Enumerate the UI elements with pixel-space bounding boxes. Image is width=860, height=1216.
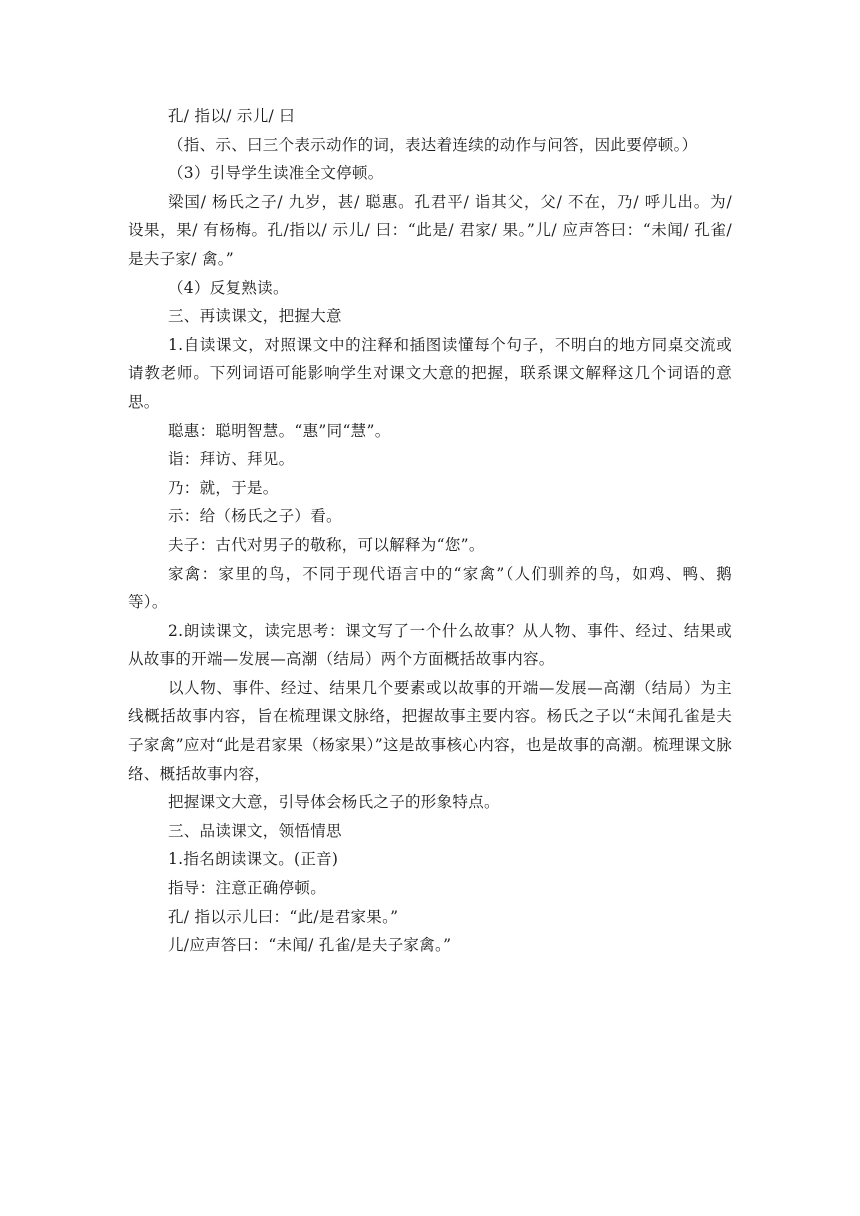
paragraph: 孔/ 指以示儿曰：“此/是君家果。”	[168, 907, 399, 926]
paragraph: 把握课文大意，引导体会杨氏之子的形象特点。	[168, 793, 500, 812]
vocab-item: 夫子：古代对男子的敬称，可以解释为“您”。	[168, 535, 485, 554]
paragraph: 指导：注意正确停顿。	[168, 879, 327, 898]
document-body	[128, 102, 732, 960]
vocab-item: 聪惠：聪明智慧。“惠”同“慧”。	[168, 421, 391, 440]
paragraph: 1.自读课文，对照课文中的注释和插图读懂每个句子，不明白的地方同桌交流或请教老师。下列词语可能影响学生对课文大意的把握，联系课文解释这几个词语的意思。	[128, 335, 732, 411]
paragraph: （4）反复熟读。	[168, 278, 289, 297]
paragraph: 1.指名朗读课文。(正音)	[168, 850, 339, 869]
paragraph: 孔/ 指以/ 示儿/ 曰	[168, 107, 296, 125]
section-heading: 三、再读课文，把握大意	[168, 307, 342, 326]
vocab-item: 诣：拜访、拜见。	[168, 450, 295, 469]
paragraph: 以人物、事件、经过、结果几个要素或以故事的开端—发展—高潮（结局）为主线概括故事内容，旨在梳理课文脉络，把握故事主要内容。杨氏之子以“未闻孔雀是夫子家禽”应对“此是君家果（杨家果）”这是故事核心内容，也是故事的高潮。梳理课文脉络、概括故事内容，	[128, 678, 732, 783]
vocab-item: 乃：就，于是。	[168, 478, 279, 497]
section-heading: 三、品读课文，领悟情思	[168, 821, 342, 840]
vocab-item: 示：给（杨氏之子）看。	[168, 507, 342, 526]
paragraph: 儿/应声答曰：“未闻/ 孔雀/是夫子家禽。”	[168, 936, 452, 955]
paragraph: （指、示、曰三个表示动作的词，表达着连续的动作与问答，因此要停顿。）	[168, 135, 698, 154]
paragraph: 2.朗读课文，读完思考：课文写了一个什么故事？从人物、事件、经过、结果或从故事的开端—发展—高潮（结局）两个方面概括故事内容。	[128, 621, 732, 669]
paragraph: 梁国/ 杨氏之子/ 九岁，甚/ 聪惠。孔君平/ 诣其父，父/ 不在，乃/ 呼儿出。为/ 设果，果/ 有杨梅。孔/指以/ 示儿/ 曰：“此是/ 君家/ 果。”儿/ 应声答曰：“未闻/ 孔雀/ 是夫子家/ 禽。”	[128, 192, 732, 268]
vocab-item: 家禽：家里的鸟，不同于现代语言中的“家禽”（人们驯养的鸟，如鸡、鸭、鹅等）。	[128, 564, 732, 612]
paragraph: （3）引导学生读准全文停顿。	[168, 164, 384, 183]
